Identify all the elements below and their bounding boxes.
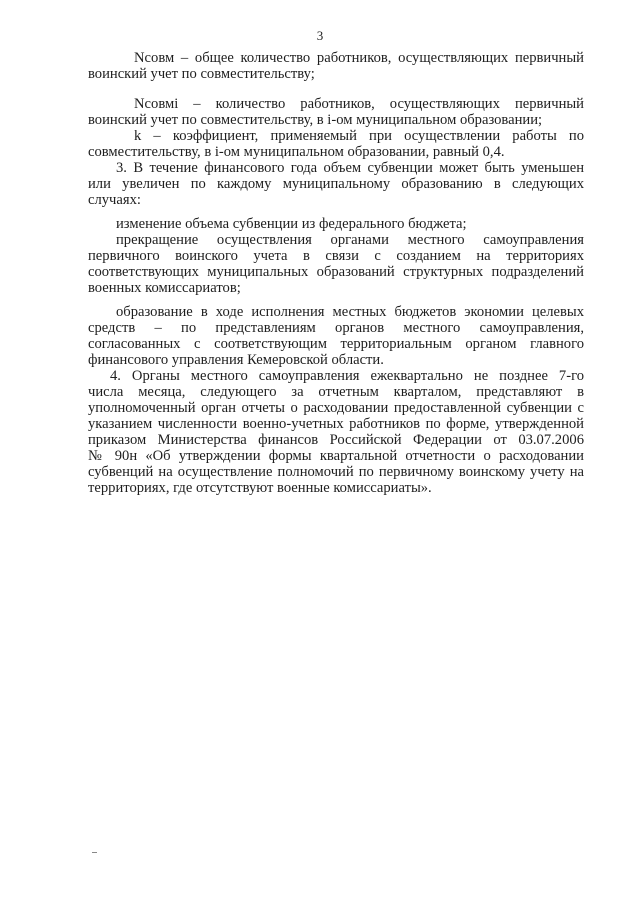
text-line: военных комиссариатов; bbox=[88, 280, 241, 296]
text-line: № 90н «Об утверждении формы квартальной отчетности о расходовании bbox=[88, 448, 584, 464]
text-line: территориях, где отсутствуют военные комиссариаты». bbox=[88, 480, 432, 496]
text-line: числа месяца, следующего за отчетным кварталом, представляют в bbox=[88, 384, 584, 400]
text-line: первичного воинского учета в связи с созданием на территориях bbox=[88, 248, 584, 264]
text-line: уполномоченный орган отчеты о расходовании предоставленной субвенции с bbox=[88, 400, 584, 416]
text-line: соответствующих муниципальных образований структурных подразделений bbox=[88, 264, 584, 280]
page-number: 3 bbox=[316, 28, 324, 43]
text-line: указанием численности военно-учетных работников по форме, утвержденной bbox=[88, 416, 584, 432]
scan-mark bbox=[92, 852, 97, 853]
text-line: образование в ходе исполнения местных бюджетов экономии целевых bbox=[116, 304, 584, 320]
text-line: прекращение осуществления органами местного самоуправления bbox=[116, 232, 584, 248]
text-line: Nсовм – общее количество работников, осуществляющих первичный bbox=[134, 50, 584, 66]
text-line: случаях: bbox=[88, 192, 141, 208]
text-line: 4. Органы местного самоуправления ежеквартально не позднее 7-го bbox=[110, 368, 584, 384]
text-line: совместительству, в i-ом муниципальном образовании, равный 0,4. bbox=[88, 144, 505, 160]
text-line: финансового управления Кемеровской области. bbox=[88, 352, 384, 368]
text-line: средств – по представлениям органов местного самоуправления, bbox=[88, 320, 584, 336]
text-line: воинский учет по совместительству, в i-ом муниципальном образовании; bbox=[88, 112, 543, 128]
text-line: или увеличен по каждому муниципальному образованию в следующих bbox=[88, 176, 584, 192]
text-line: согласованных с соответствующим территориальным органом главного bbox=[88, 336, 584, 352]
text-line: 3. В течение финансового года объем субвенции может быть уменьшен bbox=[116, 160, 584, 176]
text-line: приказом Министерства финансов Российской Федерации от 03.07.2006 bbox=[88, 432, 584, 448]
text-line: k – коэффициент, применяемый при осуществлении работы по bbox=[134, 128, 584, 144]
text-line: воинский учет по совместительству; bbox=[88, 66, 315, 82]
text-line: субвенций на осуществление полномочий по первичному воинскому учету на bbox=[88, 464, 584, 480]
text-line: Nсовмi – количество работников, осуществляющих первичный bbox=[134, 96, 584, 112]
text-line: изменение объема субвенции из федерального бюджета; bbox=[116, 216, 467, 232]
